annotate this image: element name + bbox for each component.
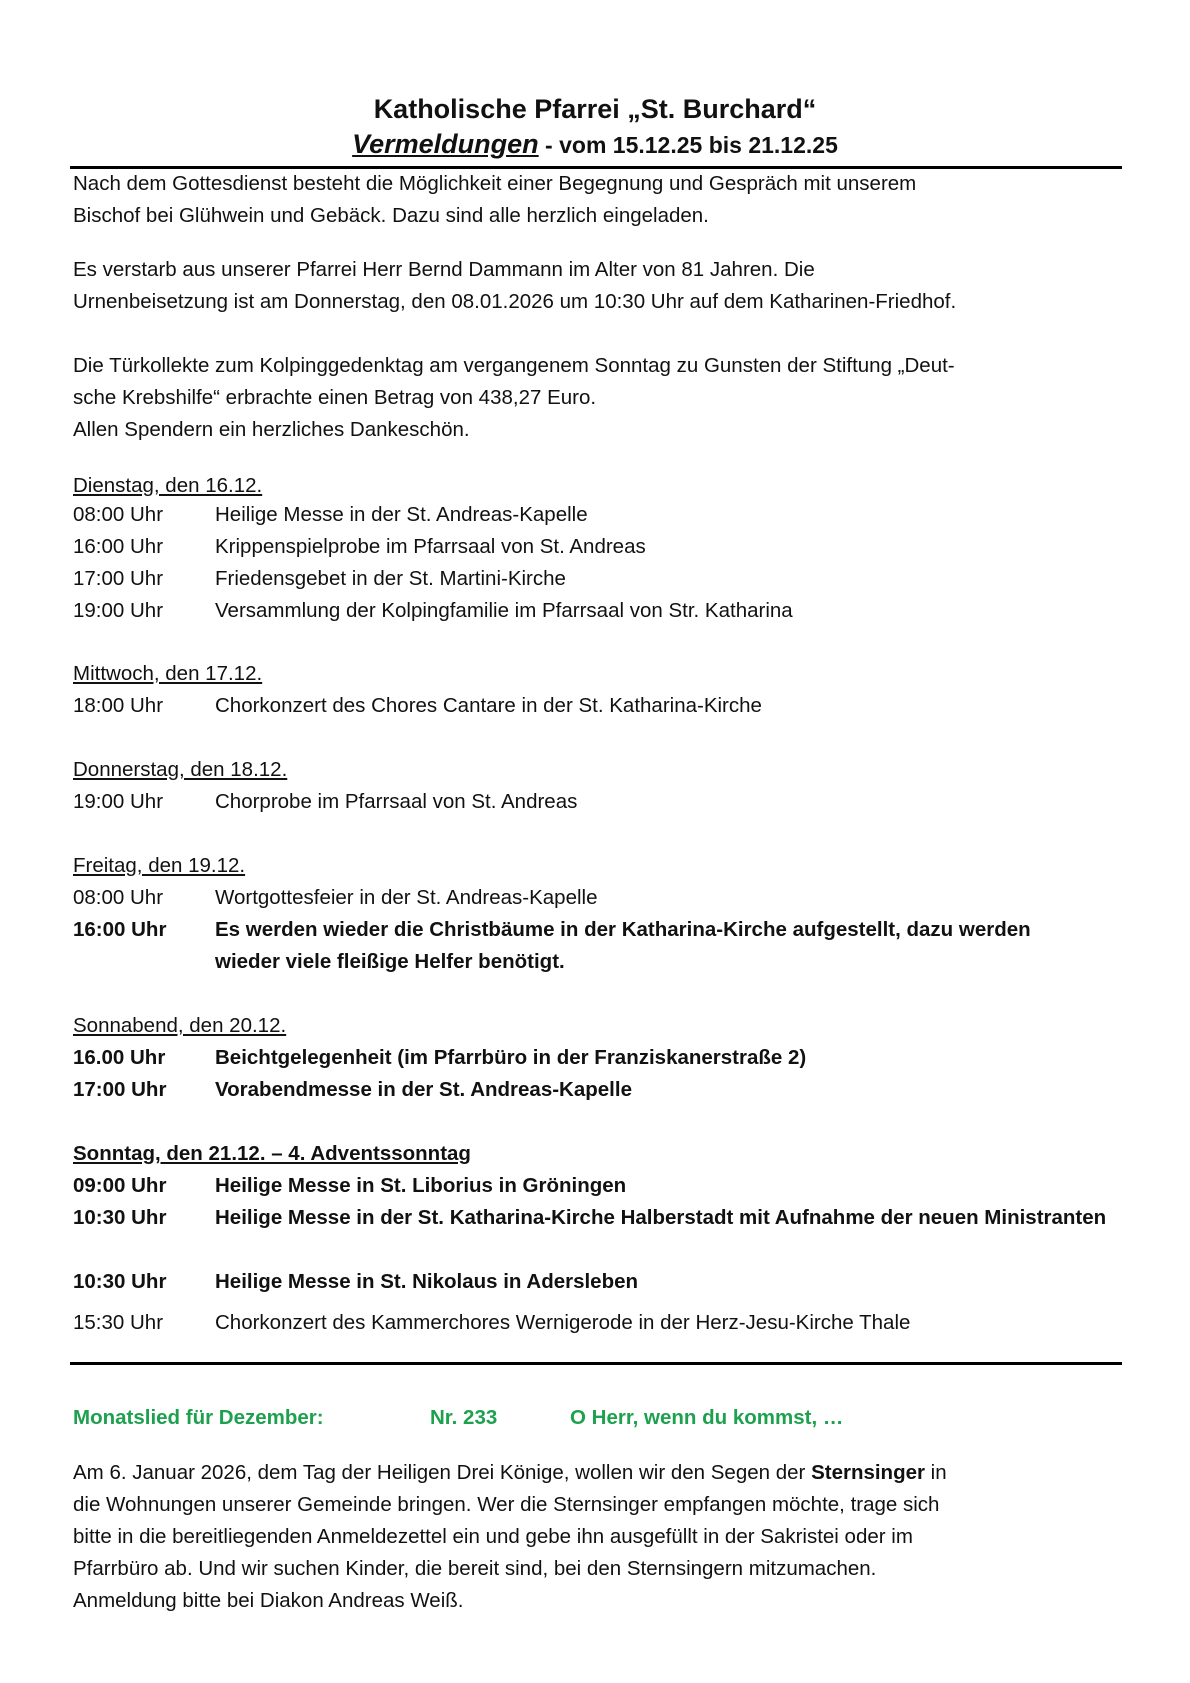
event-time: 19:00 Uhr bbox=[73, 599, 164, 622]
event-time: 19:00 Uhr bbox=[73, 790, 164, 813]
text-line: Urnenbeisetzung ist am Donnerstag, den 08.01.2026 um 10:30 Uhr auf dem Katharinen-Friedhof. bbox=[73, 290, 957, 313]
text-line: Allen Spendern ein herzliches Dankeschön. bbox=[73, 418, 470, 441]
event-description: Chorprobe im Pfarrsaal von St. Andreas bbox=[215, 790, 578, 813]
text-line: Anmeldung bitte bei Diakon Andreas Weiß. bbox=[73, 1589, 464, 1612]
event-description: Vorabendmesse in der St. Andreas-Kapelle bbox=[215, 1078, 632, 1101]
subtitle-date-range: - vom 15.12.25 bis 21.12.25 bbox=[538, 132, 838, 158]
sternsinger-paragraph bbox=[73, 1457, 1133, 1617]
event-time: 17:00 Uhr bbox=[73, 567, 164, 590]
event-time: 16:00 Uhr bbox=[73, 918, 167, 941]
page-subtitle bbox=[0, 128, 1190, 161]
text-line: Es verstarb aus unserer Pfarrei Herr Bernd Dammann im Alter von 81 Jahren. Die bbox=[73, 258, 815, 281]
event-description: Beichtgelegenheit (im Pfarrbüro in der Franziskanerstraße 2) bbox=[215, 1046, 807, 1069]
schedule-row bbox=[73, 1266, 1133, 1298]
schedule-row bbox=[73, 1202, 1123, 1234]
event-time: 08:00 Uhr bbox=[73, 886, 164, 909]
event-time: 09:00 Uhr bbox=[73, 1174, 167, 1197]
schedule-row bbox=[73, 1074, 1133, 1106]
text-line: die Wohnungen unserer Gemeinde bringen. Wer die Sternsinger empfangen möchte, trage sich bbox=[73, 1493, 940, 1516]
text-segment: Am 6. Januar 2026, dem Tag der Heiligen Drei Könige, wollen wir den Segen der bbox=[73, 1461, 812, 1484]
event-time: 17:00 Uhr bbox=[73, 1078, 167, 1101]
event-description: Chorkonzert des Chores Cantare in der St. Katharina-Kirche bbox=[215, 694, 762, 717]
event-description: Es werden wieder die Christbäume in der Katharina-Kirche aufgestellt, dazu werden wieder viele fleißige Helfer benötigt. bbox=[215, 918, 1031, 973]
day-heading-donnerstag: Donnerstag, den 18.12. bbox=[73, 758, 288, 781]
schedule-row bbox=[73, 1042, 1133, 1074]
schedule-row bbox=[73, 563, 1133, 595]
event-time: 08:00 Uhr bbox=[73, 503, 164, 526]
text-line: Bischof bei Glühwein und Gebäck. Dazu sind alle herzlich eingeladen. bbox=[73, 204, 709, 227]
page-title: Katholische Pfarrei „St. Burchard“ bbox=[373, 94, 817, 124]
section-divider bbox=[70, 1362, 1122, 1365]
event-time: 15:30 Uhr bbox=[73, 1311, 164, 1334]
schedule-row bbox=[73, 1307, 1133, 1339]
day-heading-dienstag: Dienstag, den 16.12. bbox=[73, 474, 263, 497]
text-line: sche Krebshilfe“ erbrachte einen Betrag von 438,27 Euro. bbox=[73, 386, 597, 409]
event-time: 18:00 Uhr bbox=[73, 694, 164, 717]
event-time: 16.00 Uhr bbox=[73, 1046, 166, 1069]
intro-paragraph-obituary bbox=[73, 254, 1133, 318]
schedule-row bbox=[73, 531, 1133, 563]
schedule-row bbox=[73, 595, 1133, 627]
intro-paragraph-bischof bbox=[73, 168, 1133, 232]
text-line: Pfarrbüro ab. Und wir suchen Kinder, die bereit sind, bei den Sternsingern mitzumachen. bbox=[73, 1557, 877, 1580]
day-heading-sonntag: Sonntag, den 21.12. – 4. Adventssonntag bbox=[73, 1142, 471, 1165]
event-time: 10:30 Uhr bbox=[73, 1270, 167, 1293]
subtitle-emphasis: Vermeldungen bbox=[352, 129, 539, 159]
schedule-row bbox=[73, 786, 1133, 818]
text-line: Die Türkollekte zum Kolpinggedenktag am vergangenem Sonntag zu Gunsten der Stiftung „Deut- bbox=[73, 354, 955, 377]
event-description: Heilige Messe in der St. Katharina-Kirche Halberstadt mit Aufnahme der neuen Ministranten bbox=[215, 1206, 1107, 1229]
sternsinger-emphasis: Sternsinger bbox=[811, 1461, 925, 1484]
event-description: Heilige Messe in St. Liborius in Gröningen bbox=[215, 1174, 627, 1197]
event-description: Wortgottesfeier in der St. Andreas-Kapelle bbox=[215, 886, 598, 909]
event-time: 10:30 Uhr bbox=[73, 1206, 167, 1229]
event-description: Krippenspielprobe im Pfarrsaal von St. Andreas bbox=[215, 535, 646, 558]
schedule-row bbox=[73, 1170, 1133, 1202]
event-description: Versammlung der Kolpingfamilie im Pfarrsaal von Str. Katharina bbox=[215, 599, 793, 622]
schedule-row bbox=[73, 914, 1063, 978]
schedule-row bbox=[73, 882, 1133, 914]
event-description: Friedensgebet in der St. Martini-Kirche bbox=[215, 567, 566, 590]
day-heading-freitag: Freitag, den 19.12. bbox=[73, 854, 246, 877]
event-description: Heilige Messe in St. Nikolaus in Adersleben bbox=[215, 1270, 639, 1293]
text-line: Nach dem Gottesdienst besteht die Möglichkeit einer Begegnung und Gespräch mit unserem bbox=[73, 172, 917, 195]
schedule-row bbox=[73, 499, 1133, 531]
text-line bbox=[73, 1457, 1133, 1489]
day-heading-mittwoch: Mittwoch, den 17.12. bbox=[73, 662, 263, 685]
text-line: bitte in die bereitliegenden Anmeldezettel ein und gebe ihn ausgefüllt in der Sakristei oder im bbox=[73, 1525, 913, 1548]
event-description: Chorkonzert des Kammerchores Wernigerode in der Herz-Jesu-Kirche Thale bbox=[215, 1311, 911, 1334]
monatslied-number: Nr. 233 bbox=[430, 1406, 498, 1429]
event-time: 16:00 Uhr bbox=[73, 535, 164, 558]
intro-paragraph-kollekte bbox=[73, 350, 1133, 446]
text-segment: in bbox=[924, 1461, 947, 1484]
event-description: Heilige Messe in der St. Andreas-Kapelle bbox=[215, 503, 588, 526]
monatslied-label: Monatslied für Dezember: bbox=[73, 1406, 324, 1429]
monatslied-song: O Herr, wenn du kommst, … bbox=[570, 1406, 844, 1429]
day-heading-sonnabend: Sonnabend, den 20.12. bbox=[73, 1014, 287, 1037]
schedule-row bbox=[73, 690, 1133, 722]
